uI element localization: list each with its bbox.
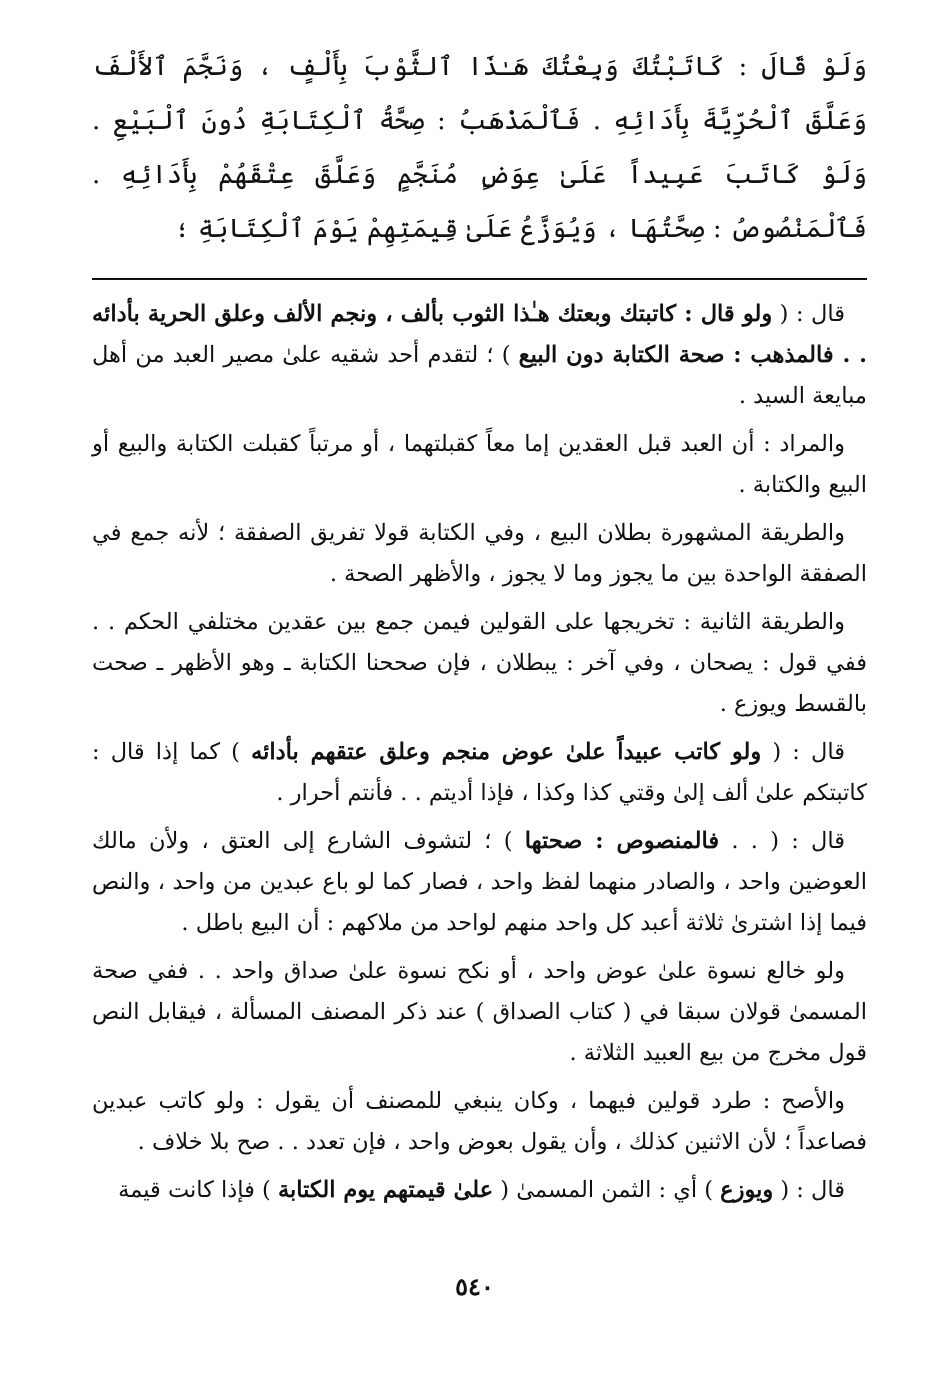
commentary-text: والأصح : طرد قولين فيهما ، وكان ينبغي للمصنف أن يقول : ولو كاتب عبدين فصاعداً ؛ لأن الاثنين كذلك ، وأن يقول بعوض واحد ، فإن تعدد . . صح بلا خلاف .	[92, 1088, 867, 1155]
commentary-text: قال : (	[772, 301, 845, 327]
commentary-text: ) أي : الثمن المسمىٰ (	[493, 1177, 721, 1203]
matn-text: وَلَوْ قَالَ : كَاتَبْتُكَ وَبِعْتُكَ هَـٰذَا ٱلثَّوْبَ بِأَلْفٍ ، وَنَجَّمَ ٱلأَلْفَ وَعَلَّقَ ٱلْحُرِّيَّةَ بِأَدَائِهِ . فَٱلْمَذْهَبُ : صِحَّةُ ٱلْكِتَابَةِ دُونَ ٱلْبَيْعِ . وَلَوْ كَاتَبَ عَبِيداً عَلَىٰ عِوَضٍ مُنَجَّمٍ وَعَلَّقَ عِتْقَهُمْ بِأَدَائِهِ . فَٱلْمَنْصُوصُ : صِحَّتُهَا ، وَيُوَزَّعُ عَلَىٰ قِيمَتِهِمْ يَوْمَ ٱلْكِتَابَةِ ؛	[92, 52, 867, 244]
commentary-paragraph	[92, 821, 867, 944]
separator-rule	[92, 278, 867, 280]
commentary-text: قال : ( . .	[719, 828, 846, 854]
commentary-paragraph	[92, 1081, 867, 1163]
quoted-matn-bold: ويوزع	[720, 1177, 774, 1203]
commentary-text: والطريقة الثانية : تخريجها على القولين فيمن جمع بين عقدين مختلفي الحكم . . ففي قول : يصحان ، وفي آخر : يبطلان ، فإن صححنا الكتابة ـ وهو الأظهر ـ صحت بالقسط ويوزع .	[92, 609, 867, 717]
commentary-text: ) كما إذا قال : كاتبتكم علىٰ ألف إلىٰ وقتي كذا وكذا ، فإذا أديتم . . فأنتم أحرار .	[92, 739, 867, 806]
commentary-text: والطريقة المشهورة بطلان البيع ، وفي الكتابة قولا تفريق الصفقة ؛ لأنه جمع في الصفقة الواحدة بين ما يجوز وما لا يجوز ، والأظهر الصحة .	[92, 520, 867, 587]
page-body	[92, 40, 867, 1218]
commentary-text: قال : (	[773, 1177, 845, 1203]
quoted-matn-bold: فالمنصوص : صحتها	[524, 828, 720, 854]
commentary-paragraph	[92, 1170, 867, 1211]
commentary-text: ولو خالع نسوة علىٰ عوض واحد ، أو نكح نسوة علىٰ صداق واحد . . ففي صحة المسمىٰ قولان سبقا في ( كتاب الصداق ) عند ذكر المصنف المسألة ، فيقابل النص قول مخرج من بيع العبيد الثلاثة .	[92, 958, 867, 1066]
commentary-paragraph	[92, 602, 867, 725]
quoted-matn-bold: علىٰ قيمتهم يوم الكتابة	[277, 1177, 494, 1203]
commentary-text: والمراد : أن العبد قبل العقدين إما معاً كقبلتهما ، أو مرتباً كقبلت الكتابة والبيع أو البيع والكتابة .	[92, 431, 867, 498]
quoted-matn-bold: ولو كاتب عبيداً علىٰ عوض منجم وعلق عتقهم بأدائه	[251, 739, 762, 765]
commentary-paragraph	[92, 513, 867, 595]
commentary-paragraph	[92, 424, 867, 506]
commentary-text: ) ؛ لتشوف الشارع إلى العتق ، ولأن مالك العوضين واحد ، والصادر منهما لفظ واحد ، فصار كما لو باع عبدين من واحد ، والنص فيما إذا اشترىٰ ثلاثة أعبد كل واحد منهم لواحد من ملاكهم : أن البيع باطل .	[92, 828, 867, 936]
commentary-paragraph	[92, 732, 867, 814]
commentary-text: ) ؛ لتقدم أحد شقيه علىٰ مصير العبد من أهل مبايعة السيد .	[92, 342, 867, 409]
commentary-paragraph	[92, 294, 867, 417]
commentary-paragraph	[92, 951, 867, 1074]
page-number: ٥٤٠	[455, 1272, 494, 1301]
commentary	[92, 294, 867, 1211]
commentary-text: قال : (	[761, 739, 845, 765]
quoted-matn-bold: ولو قال : كاتبتك وبعتك هـٰذا الثوب بألف ، ونجم الألف وعلق الحرية بأدائه . . فالمذهب : صحة الكتابة دون البيع	[92, 301, 867, 368]
commentary-text: ) فإذا كانت قيمة	[118, 1177, 278, 1203]
